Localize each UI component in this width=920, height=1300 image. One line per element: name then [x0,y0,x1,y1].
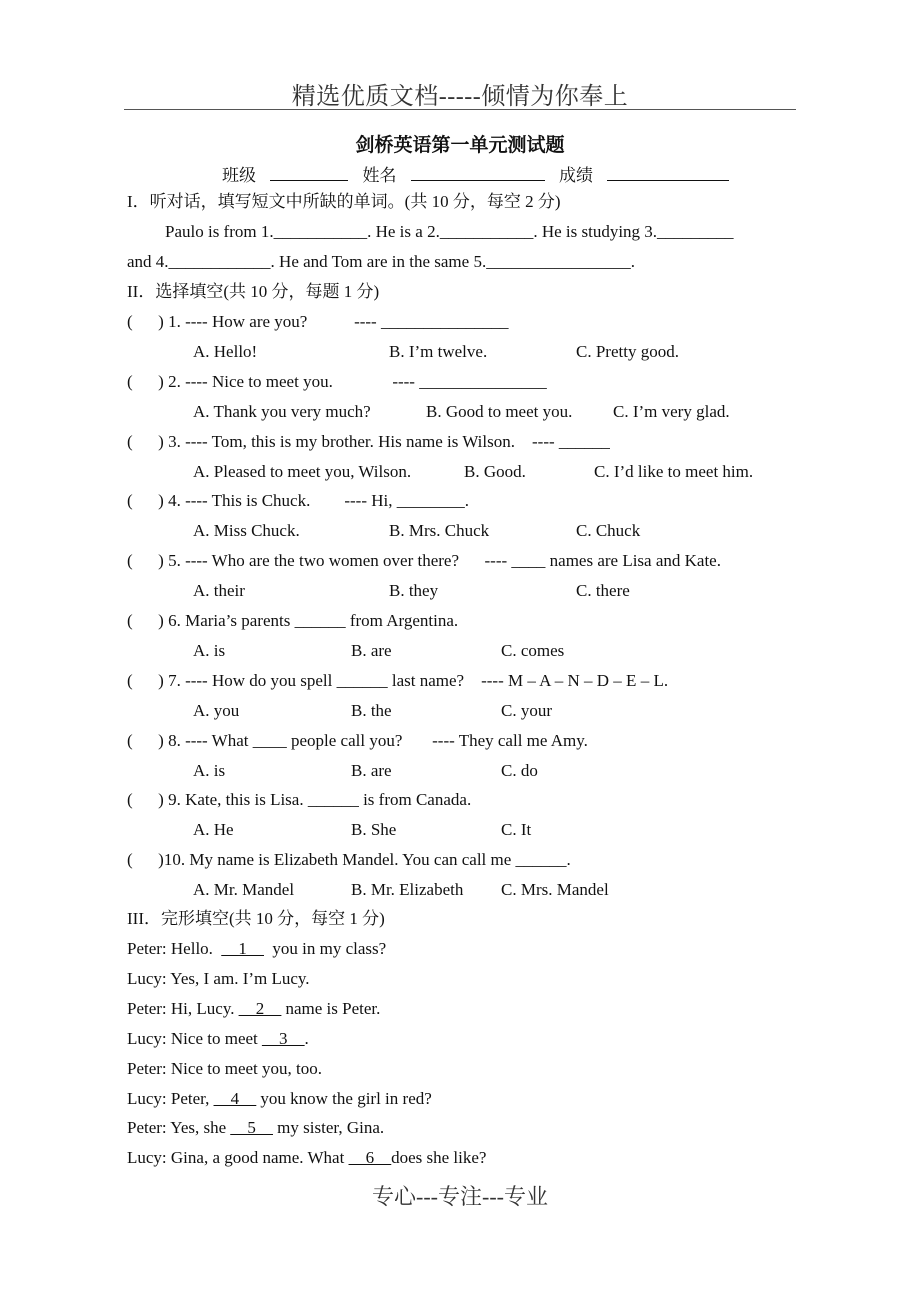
dialogue-text: Lucy: Peter, [127,1089,214,1108]
option-a: A. Mr. Mandel [193,880,295,899]
document-title: 剑桥英语第一单元测试题 [355,135,565,156]
question-stem: ( ) 3. ---- Tom, this is my brother. His name is Wilson. ---- ______ [127,432,610,451]
question-stem: ( ) 7. ---- How do you spell ______ last name? ---- M – A – N – D – E – L. [127,671,669,690]
option-b: B. Good to meet you. [426,402,573,421]
option-c: C. It [501,820,532,839]
cloze-blank: __2__ [238,999,282,1018]
option-a: A. Pleased to meet you, Wilson. [193,462,412,481]
option-b: B. are [351,761,392,780]
option-a: A. Thank you very much? [193,402,371,421]
dialogue-line [127,1029,309,1049]
section1-heading: I．听对话，填写短文中所缺的单词。(共 10 分，每空 2 分) [127,192,561,211]
option-a: A. is [193,641,226,660]
option-b: B. Good. [464,462,526,481]
class-blank [270,163,348,181]
cloze-blank: __5__ [230,1118,273,1137]
option-b: B. they [389,581,439,600]
dialogue-text: Peter: Nice to meet you, too. [127,1059,322,1078]
dialogue-text: Lucy: Nice to meet [127,1029,263,1048]
question-stem: ( ) 9. Kate, this is Lisa. ______ is from Canada. [127,790,472,809]
cloze-blank: __3__ [262,1029,305,1048]
cloze-blank: __1__ [221,939,264,958]
option-a: A. you [193,701,240,720]
section3-heading: III．完形填空(共 10 分，每空 1 分) [127,909,385,928]
question-stem: ( ) 5. ---- Who are the two women over there? ---- ____ names are Lisa and Kate. [127,551,721,570]
dialogue-line [127,939,386,959]
option-c: C. Chuck [576,521,641,540]
dialogue-text: Peter: Hi, Lucy. [127,999,239,1018]
option-a: A. is [193,761,226,780]
dialogue-text: you know the girl in red? [256,1089,432,1108]
question-stem: ( ) 6. Maria’s parents ______ from Argentina. [127,611,459,630]
dialogue-text: Lucy: Yes, I am. I’m Lucy. [127,969,310,988]
option-c: C. I’m very glad. [613,402,730,421]
option-c: C. there [576,581,630,600]
name-label: 姓名 [362,166,397,185]
dialogue-text: does she like? [391,1148,487,1167]
option-c: C. Mrs. Mandel [501,880,609,899]
dialogue-line [127,1059,322,1079]
option-b: B. Mrs. Chuck [389,521,490,540]
dialogue-line [127,969,310,989]
cloze-blank: __4__ [213,1089,257,1108]
option-a: A. He [193,820,234,839]
student-info-line [222,161,729,186]
dialogue-text: . [304,1029,309,1048]
header-divider [124,109,796,110]
dialogue-text: name is Peter. [281,999,381,1018]
cloze-blank: __6__ [348,1148,392,1167]
question-stem: ( )10. My name is Elizabeth Mandel. You can call me ______. [127,850,571,869]
option-b: B. the [351,701,392,720]
section1-passage-line-2: and 4.____________. He and Tom are in the same 5._________________. [127,252,635,271]
dialogue-line [127,1148,486,1168]
option-c: C. your [501,701,552,720]
dialogue-line [127,999,380,1019]
dialogue-line [127,1118,384,1138]
question-stem: ( ) 8. ---- What ____ people call you? ---- They call me Amy. [127,731,588,750]
dialogue-text: my sister, Gina. [272,1118,385,1137]
option-b: B. are [351,641,392,660]
section2-heading: II．选择填空(共 10 分，每题 1 分) [127,282,380,301]
section1-passage-line-1: Paulo is from 1.___________. He is a 2.___________. He is studying 3._________ [165,222,734,241]
option-a: A. Miss Chuck. [193,521,300,540]
class-label: 班级 [222,166,256,185]
dialogue-text: Peter: Yes, she [127,1118,231,1137]
score-blank [607,163,729,181]
dialogue-line [127,1089,432,1109]
option-c: C. I’d like to meet him. [594,462,754,481]
page-header: 精选优质文档-----倾情为你奉上 [291,84,629,110]
option-b: B. Mr. Elizabeth [351,880,464,899]
option-b: B. I’m twelve. [389,342,488,361]
question-stem: ( ) 4. ---- This is Chuck. ---- Hi, ________. [127,491,470,510]
dialogue-text: Peter: Hello. [127,939,222,958]
question-stem: ( ) 1. ---- How are you? ---- _______________ [127,312,509,331]
dialogue-text: Lucy: Gina, a good name. What [127,1148,349,1167]
option-c: C. comes [501,641,565,660]
option-a: A. Hello! [193,342,258,361]
page-footer: 专心---专注---专业 [372,1184,548,1209]
dialogue-text: you in my class? [263,939,387,958]
question-stem: ( ) 2. ---- Nice to meet you. ---- _______________ [127,372,547,391]
score-label: 成绩 [559,166,593,185]
option-b: B. She [351,820,397,839]
option-c: C. Pretty good. [576,342,679,361]
name-blank [411,163,545,181]
option-c: C. do [501,761,538,780]
option-a: A. their [193,581,245,600]
